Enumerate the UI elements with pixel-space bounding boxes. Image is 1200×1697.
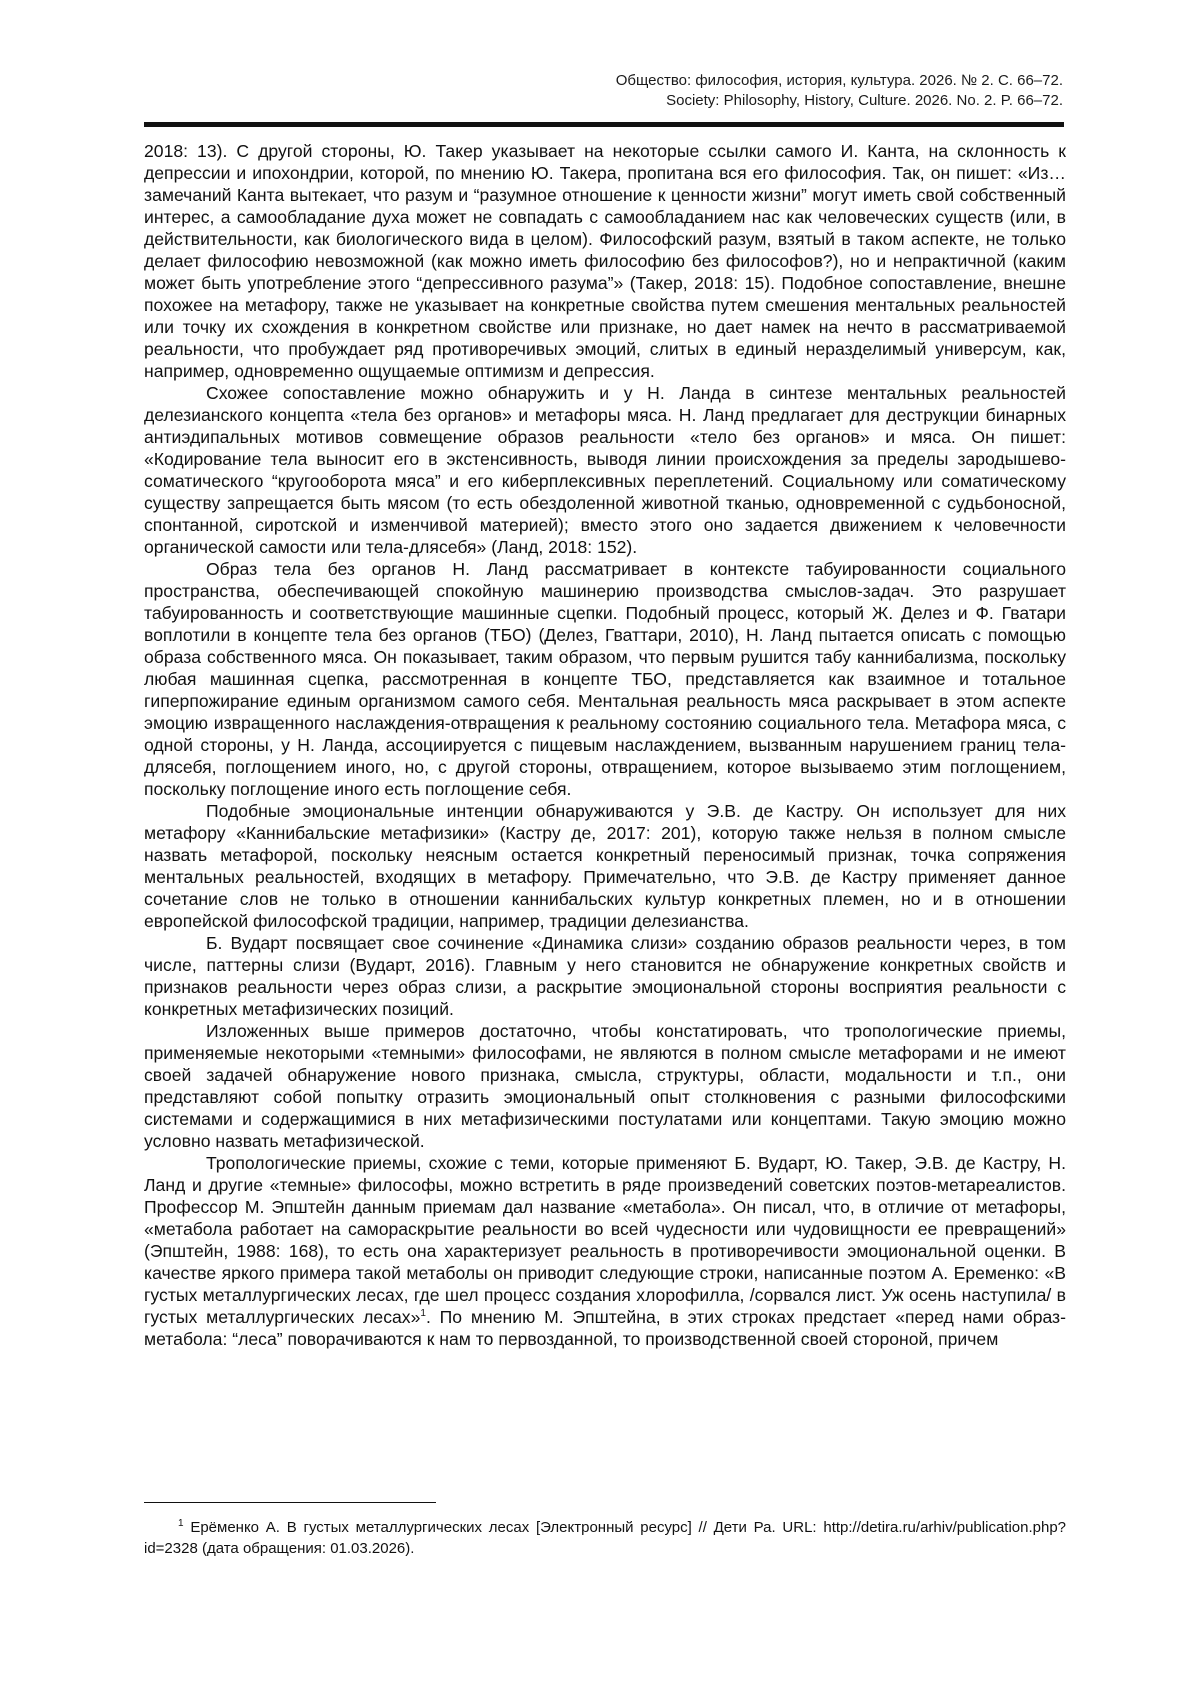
article-body bbox=[144, 140, 1066, 1350]
footnote bbox=[144, 1517, 1066, 1559]
header-citation-en: Society: Philosophy, History, Culture. 2026. No. 2. P. 66–72. bbox=[666, 92, 1063, 109]
running-header bbox=[616, 71, 1063, 111]
paragraph: Схожее сопоставление можно обнаружить и у Н. Ланда в синтезе ментальных реальностей делезианского концепта «тела без органов» и метафоры мяса. Н. Ланд предлагает для деструкции бинарных антиэдипальных мотивов совмещение образов реальности «тело без органов» и мяса. Он пишет: «Кодирование тела выносит его в экстенсивность, выводя линии происхождения за пределы зародышево-соматического “кругооборота мяса” и его киберплексивных переплетений. Социальному или соматическому существу запрещается быть мясом (то есть обездоленной животной тканью, одновременной с судьбоносной, спонтанной, сиротской и изменчивой материей); вместо этого оно задается движением к человечности органической самости или тела-длясебя» (Ланд, 2018: 152). bbox=[144, 383, 1066, 557]
paragraph-text-continued: . По мнению М. Эпштейна, в этих строках предстает «перед нами образ-метабола: “леса” поворачиваются к нам то первозданной, то производственной своей стороной, причем bbox=[144, 1307, 1066, 1349]
header-rule bbox=[144, 122, 1064, 127]
paragraph-text: Тропологические приемы, схожие с теми, которые применяют Б. Вударт, Ю. Такер, Э.В. де Кастру, Н. Ланд и другие «темные» философы, можно встретить в ряде произведений советских поэтов-метареалистов. Профессор М. Эпштейн данным приемам дал название «метабола». Он писал, что, в отличие от метафоры, «метабола работает на самораскрытие реальности во всей чудесности или чудовищности ее превращений» (Эпштейн, 1988: 168), то есть она характеризует реальность в противоречивости эмоциональной оценки. В качестве яркого примера такой метаболы он приводит следующие строки, написанные поэтом А. Еременко: «В густых металлургических лесах, где шел процесс создания хлорофилла, /сорвался лист. Уж осень наступила/ в густых металлургических лесах» bbox=[144, 1153, 1066, 1327]
header-citation-ru: Общество: философия, история, культура. 2026. № 2. С. 66–72. bbox=[615, 72, 1063, 89]
paragraph bbox=[144, 1152, 1066, 1350]
paragraph: Образ тела без органов Н. Ланд рассматривает в контексте табуированности социального пространства, обеспечивающей спокойную машинерию производства смыслов-задач. Это разрушает табуированность и соответствующие машинные сцепки. Подобный процесс, который Ж. Делез и Ф. Гватари воплотили в концепте тела без органов (ТБО) (Делез, Гваттари, 2010), Н. Ланд пытается описать с помощью образа собственного мяса. Он показывает, таким образом, что первым рушится табу каннибализма, поскольку любая машинная сцепка, рассмотренная в концепте ТБО, представляется как взаимное и тотальное гиперпожирание единым организмом самого себя. Ментальная реальность мяса раскрывает в этом аспекте эмоцию извращенного наслаждения-отвращения к реальному состоянию социального тела. Метафора мяса, с одной стороны, у Н. Ланда, ассоциируется с пищевым наслаждением, вызванным нарушением границ тела-длясебя, поглощением иного, но, с другой стороны, отвращением, которое вызываемо этим поглощением, поскольку поглощение иного есть поглощение себя. bbox=[144, 559, 1066, 799]
footnote-text: Ерёменко А. В густых металлургических лесах [Электронный ресурс] // Дети Ра. URL: http://detira.ru/arhiv/publication.php?id=2328 (дата обращения: 01.03.2026). bbox=[144, 1519, 1067, 1557]
paragraph: Изложенных выше примеров достаточно, чтобы констатировать, что тропологические приемы, применяемые некоторыми «темными» философами, не являются в полном смысле метафорами и не имеют своей задачей обнаружение нового признака, смысла, структуры, области, модальности и т.п., они представляют собой попытку отразить эмоциональный опыт столкновения с разными философскими системами и содержащимися в них метафизическими постулатами или концептами. Такую эмоцию можно условно назвать метафизической. bbox=[144, 1021, 1066, 1151]
footnote-rule bbox=[144, 1502, 436, 1503]
footnote-marker: 1 bbox=[178, 1518, 184, 1529]
paragraph: 2018: 13). С другой стороны, Ю. Такер указывает на некоторые ссылки самого И. Канта, на склонность к депрессии и ипохондрии, которой, по мнению Ю. Такера, пропитана вся его философия. Так, он пишет: «Из… замечаний Канта вытекает, что разум и “разумное отношение к ценности жизни” могут иметь свой собственный интерес, а самообладание духа может не совпадать с самообладанием нас как человеческих существ (или, в действительности, как биологического вида в целом). Философский разум, взятый в таком аспекте, не только делает философию невозможной (как можно иметь философию без философов?), но и непрактичной (каким может быть употребление этого “депрессивного разума”» (Такер, 2018: 15). Подобное сопоставление, внешне похожее на метафору, также не указывает на конкретные свойства путем смешения ментальных реальностей или точку их схождения в конкретном свойстве или признаке, но дает намек на нечто в рассматриваемой реальности, что пробуждает ряд противоречивых эмоций, слитых в единый неразделимый универсум, как, например, одновременно ощущаемые оптимизм и депрессия. bbox=[144, 141, 1066, 381]
paragraph: Подобные эмоциональные интенции обнаруживаются у Э.В. де Кастру. Он использует для них метафору «Каннибальские метафизики» (Кастру де, 2017: 201), которую также нельзя в полном смысле назвать метафорой, поскольку неясным остается конкретный переносимый признак, точка сопряжения ментальных реальностей, входящих в метафору. Примечательно, что Э.В. де Кастру применяет данное сочетание слов не только в отношении каннибальских культур конкретных племен, но и в отношении европейской философской традиции, например, традиции делезианства. bbox=[144, 801, 1066, 931]
paragraph: Б. Вударт посвящает свое сочинение «Динамика слизи» созданию образов реальности через, в том числе, паттерны слизи (Вударт, 2016). Главным у него становится не обнаружение конкретных свойств и признаков реальности через образ слизи, а раскрытие эмоциональной стороны восприятия реальности с конкретных метафизических позиций. bbox=[144, 933, 1066, 1019]
footnote-reference[interactable]: 1 bbox=[420, 1308, 426, 1320]
